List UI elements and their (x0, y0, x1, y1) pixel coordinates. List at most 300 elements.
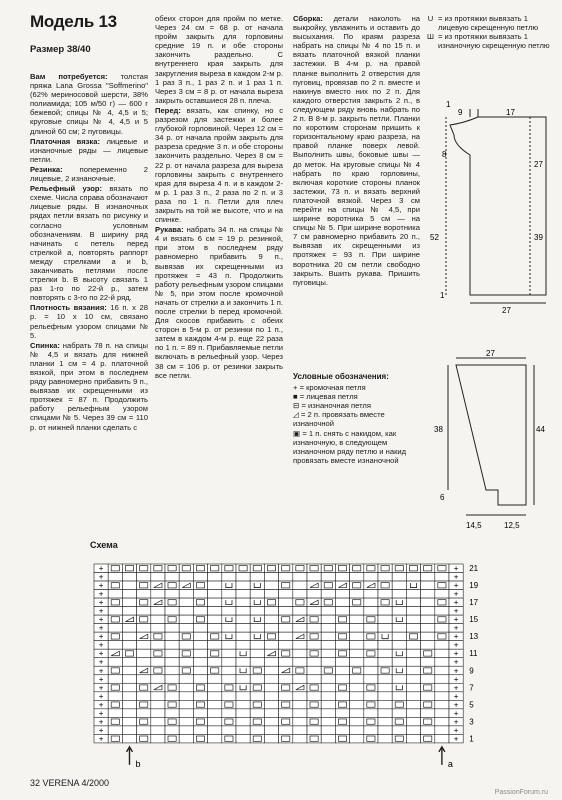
chart-cell (293, 658, 307, 667)
chart-cell (364, 692, 378, 701)
chart-cell (406, 709, 420, 718)
chart-cell (293, 692, 307, 701)
chart-cell (435, 675, 449, 684)
chart-cell (236, 641, 250, 650)
paragraph: Резинка: попеременно 2 лицевые, 2 изнаночные. (30, 164, 148, 184)
chart-cell (193, 692, 207, 701)
legend-title: Условные обозначения: (293, 372, 389, 381)
page-title: Модель 13 (30, 12, 117, 31)
chart-cell (350, 683, 364, 692)
chart-cell (122, 717, 136, 726)
chart-cell (350, 726, 364, 735)
chart-cell (165, 632, 179, 641)
chart-cell (335, 692, 349, 701)
chart-cell (108, 692, 122, 701)
stitch-chart (80, 560, 510, 769)
chart-cell (264, 590, 278, 599)
chart-cell (137, 649, 151, 658)
chart-cell (264, 675, 278, 684)
edge-stitch-symbol: + (98, 708, 104, 718)
chart-cell (335, 675, 349, 684)
chart-cell (250, 649, 264, 658)
chart-cell (406, 607, 420, 616)
chart-cell (108, 641, 122, 650)
chart-cell (137, 658, 151, 667)
arrow-label: a (447, 758, 453, 769)
edge-stitch-symbol: + (453, 691, 459, 701)
repeat-arrow (439, 747, 445, 765)
chart-cell (236, 632, 250, 641)
chart-cell (321, 649, 335, 658)
chart-cell (179, 658, 193, 667)
chart-cell (279, 692, 293, 701)
chart-cell (321, 700, 335, 709)
sleeve-outline (456, 365, 526, 505)
edge-stitch-symbol: + (453, 632, 459, 642)
paragraph: Спинка: набрать 78 п. на спицы № 4,5 и вязать для нижней планки 1 см = 4 р. платочной вязкой, при этом в последнем ряду равномерно прибавить 9 п., вывязав их скрещенными из протяжек = 87 п. Продолжить работу рельефным узором спицами № 5. Через 39 см = 110 р. от нижней планки сделать с (30, 340, 148, 432)
chart-cell (350, 649, 364, 658)
chart-cell (137, 675, 151, 684)
watermark: PassionForum.ru (494, 789, 548, 796)
chart-cell (350, 573, 364, 582)
chart-cell (293, 590, 307, 599)
size-heading: Размер 38/40 (30, 44, 91, 55)
edge-stitch-symbol: + (98, 615, 104, 625)
chart-cell (264, 573, 278, 582)
chart-cell (250, 726, 264, 735)
chart-cell (193, 607, 207, 616)
chart-cell (321, 658, 335, 667)
paragraph: Платочная вязка: лицевые и изнаночные ряды — лицевые петли. (30, 136, 148, 164)
chart-cell (321, 632, 335, 641)
chart-cell (193, 590, 207, 599)
chart-cell (250, 675, 264, 684)
chart-cell (321, 692, 335, 701)
chart-cell (392, 709, 406, 718)
chart-cell (350, 641, 364, 650)
body-outline (450, 117, 546, 295)
chart-cell (151, 615, 165, 624)
chart-cell (151, 717, 165, 726)
chart-cell (392, 658, 406, 667)
chart-cell (392, 675, 406, 684)
paragraph: Рукава: набрать 34 п. на спицы № 4 и вязать 6 см = 19 р. резинкой, при этом в последнем ряду равномерно прибавить 9 п., вывязав их скрещенными из протяжек = 43 п. Продолжить работу рельефным узором спицами № 5, при этом после кромочной начать от стрелки a и закончить 1 п. после стрелки b перед кромочной. Для скосов прибавить с обеих сторон в 5-м р. от резинки по 1 п., затем в каждом 4-м р. еще 22 раза по 1 п. = 89 п. Прибавляемые петли включать в рельефный узор. Через 38 см = 106 р. от резинки закрыть все петли. (155, 225, 283, 380)
dim-label: 6 (440, 493, 445, 502)
chart-cell (435, 726, 449, 735)
chart-cell (137, 641, 151, 650)
chart-cell (165, 624, 179, 633)
chart-cell (193, 675, 207, 684)
chart-cell (165, 666, 179, 675)
chart-cell (350, 607, 364, 616)
legend-item: ⊟ = изнаночная петля (293, 401, 371, 411)
chart-cell (321, 709, 335, 718)
chart-cell (236, 581, 250, 590)
chart-cell (108, 709, 122, 718)
chart-cell (236, 624, 250, 633)
chart-cell (392, 598, 406, 607)
chart-cell (122, 734, 136, 743)
chart-cell (335, 709, 349, 718)
legend-item: ■ = лицевая петля (293, 392, 358, 402)
chart-cell (321, 683, 335, 692)
chart-cell (122, 573, 136, 582)
chart-cell (406, 624, 420, 633)
edge-stitch-symbol: + (98, 657, 104, 667)
chart-cell (364, 666, 378, 675)
chart-cell (364, 658, 378, 667)
chart-cell (179, 607, 193, 616)
edge-stitch-symbol: + (453, 640, 459, 650)
chart-cell (236, 649, 250, 658)
chart-cell (137, 709, 151, 718)
chart-cell (335, 666, 349, 675)
dim-label: 8 (442, 150, 447, 159)
chart-cell (406, 658, 420, 667)
chart-cell (222, 692, 236, 701)
chart-cell (279, 573, 293, 582)
text-column-3 (293, 14, 420, 288)
edge-stitch-symbol: + (453, 606, 459, 616)
chart-cell (378, 590, 392, 599)
chart-cell (179, 641, 193, 650)
chart-cell (364, 598, 378, 607)
chart-cell (264, 581, 278, 590)
paragraph: Плотность вязания: 16 п. х 28 р. = 10 х 10 см, связано рельефным узором спицами № 5. (30, 303, 148, 340)
chart-cell (392, 683, 406, 692)
chart-cell (435, 700, 449, 709)
chart-cell (250, 641, 264, 650)
chart-cell (236, 658, 250, 667)
chart-cell (151, 624, 165, 633)
chart-cell (151, 641, 165, 650)
chart-cell (208, 658, 222, 667)
chart-cell (378, 717, 392, 726)
legend-item: ◿ = 2 п. провязать вместе изнаночной (293, 410, 385, 429)
text-column-2 (155, 14, 283, 381)
chart-cell (165, 649, 179, 658)
edge-stitch-symbol: + (98, 691, 104, 701)
chart-cell (108, 675, 122, 684)
edge-stitch-symbol: + (98, 700, 104, 710)
chart-cell (250, 692, 264, 701)
dim-label: 27 (534, 160, 543, 169)
chart-cell (151, 734, 165, 743)
chart-cell (222, 615, 236, 624)
dim-label: 52 (430, 233, 439, 242)
dim-label: 27 (486, 349, 495, 358)
edge-stitch-symbol: + (453, 725, 459, 735)
row-number: 9 (469, 666, 474, 676)
chart-cell (378, 641, 392, 650)
page-footer: 32 VERENA 4/2000 (30, 778, 110, 788)
chart-cell (165, 590, 179, 599)
chart-cell (151, 658, 165, 667)
row-number: 11 (469, 649, 478, 659)
chart-cell (108, 624, 122, 633)
chart-cell (236, 717, 250, 726)
chart-cell (208, 692, 222, 701)
chart-cell (335, 573, 349, 582)
edge-stitch-symbol: + (98, 581, 104, 591)
chart-cell (392, 726, 406, 735)
chart-cell (421, 632, 435, 641)
edge-stitch-symbol: + (453, 564, 459, 574)
chart-cell (122, 692, 136, 701)
chart-cell (307, 607, 321, 616)
chart-cell (151, 692, 165, 701)
chart-cell (208, 726, 222, 735)
chart-cell (435, 683, 449, 692)
chart-cell (279, 624, 293, 633)
chart-cell (293, 573, 307, 582)
chart-cell (264, 683, 278, 692)
chart-cell (279, 726, 293, 735)
chart-cell (264, 615, 278, 624)
chart-cell (378, 709, 392, 718)
chart-cell (321, 607, 335, 616)
chart-cell (264, 717, 278, 726)
chart-cell (208, 675, 222, 684)
chart-cell (151, 607, 165, 616)
edge-stitch-symbol: + (98, 589, 104, 599)
chart-cell (406, 649, 420, 658)
chart-cell (222, 675, 236, 684)
chart-cell (264, 666, 278, 675)
chart-cell (406, 581, 420, 590)
chart-cell (179, 615, 193, 624)
chart-cell (250, 709, 264, 718)
symbol-legend-top (426, 14, 554, 50)
chart-cell (193, 649, 207, 658)
chart-cell (236, 734, 250, 743)
row-number: 7 (469, 683, 474, 693)
chart-cell (137, 692, 151, 701)
chart-cell (179, 624, 193, 633)
chart-cell (378, 658, 392, 667)
chart-cell (335, 658, 349, 667)
chart-cell (364, 590, 378, 599)
chart-cell (264, 641, 278, 650)
dim-label: 17 (506, 108, 515, 117)
text-column-1 (30, 72, 148, 433)
arrow-label: b (135, 758, 141, 769)
chart-cell (236, 573, 250, 582)
chart-cell (250, 590, 264, 599)
schema-title: Схема (90, 540, 118, 550)
edge-stitch-symbol: + (98, 734, 104, 744)
chart-cell (236, 666, 250, 675)
chart-cell (236, 590, 250, 599)
chart-cell (208, 709, 222, 718)
chart-cell (151, 709, 165, 718)
chart-cell (335, 598, 349, 607)
dim-label: 1 (446, 100, 451, 109)
chart-cell (179, 590, 193, 599)
chart-cell (193, 641, 207, 650)
chart-cell (293, 700, 307, 709)
chart-cell (193, 573, 207, 582)
chart-cell (421, 675, 435, 684)
chart-cell (208, 607, 222, 616)
chart-cell (151, 590, 165, 599)
chart-cell (179, 700, 193, 709)
paragraph: Вам потребуется: толстая пряжа Lana Grossa "Soffmerino" (62% мериносовой шерсти, 38% полиамида; 105 м/50 г) — 600 г бежевой; спицы № 4, 4,5 и 5; круговые спицы № 4, 4,5 и 5 длиной 60 см; 2 пуговицы. (30, 72, 149, 136)
chart-cell (364, 709, 378, 718)
chart-cell (435, 717, 449, 726)
chart-cell (250, 632, 264, 641)
chart-cell (378, 632, 392, 641)
chart-cell (378, 700, 392, 709)
edge-stitch-symbol: + (98, 598, 104, 608)
dim-label: 9 (458, 108, 463, 117)
edge-stitch-symbol: + (98, 666, 104, 676)
chart-cell (406, 692, 420, 701)
row-number: 19 (469, 581, 479, 591)
chart-cell (293, 624, 307, 633)
paragraph: обеих сторон для пройм по метке. Через 24 см = 68 р. от начала пройм закрыть для горловины средние 19 п. и обе стороны закончить раздельно. С внутреннего края закрыть для закругления выреза в каждом 2-м р. 1 раз 3 п., 1 раз 2 п. и 1 раз 1 п. Через 3 см = 8 р. от начала выреза закрыть оставшиеся 28 п. плеча. (155, 14, 283, 105)
chart-cell (435, 607, 449, 616)
chart-cell (378, 675, 392, 684)
chart-cell (293, 717, 307, 726)
chart-cell (122, 598, 136, 607)
row-number: 1 (469, 734, 474, 744)
chart-cell (364, 641, 378, 650)
chart-cell (264, 607, 278, 616)
chart-cell (122, 658, 136, 667)
chart-cell (122, 590, 136, 599)
edge-stitch-symbol: + (98, 572, 104, 582)
chart-cell (378, 649, 392, 658)
chart-cell (222, 607, 236, 616)
chart-cell (222, 641, 236, 650)
chart-cell (236, 709, 250, 718)
chart-cell (406, 615, 420, 624)
chart-cell (208, 683, 222, 692)
chart-cell (293, 675, 307, 684)
chart-cell (293, 649, 307, 658)
chart-cell (122, 666, 136, 675)
chart-cell (250, 615, 264, 624)
chart-cell (378, 726, 392, 735)
chart-cell (179, 675, 193, 684)
chart-cell (364, 624, 378, 633)
chart-cell (364, 726, 378, 735)
chart-cell (222, 726, 236, 735)
edge-stitch-symbol: + (453, 572, 459, 582)
chart-cell (193, 726, 207, 735)
chart-cell (392, 581, 406, 590)
chart-cell (208, 624, 222, 633)
chart-cell (421, 590, 435, 599)
edge-stitch-symbol: + (453, 581, 459, 591)
chart-cell (421, 573, 435, 582)
chart-cell (406, 734, 420, 743)
edge-stitch-symbol: + (453, 598, 459, 608)
chart-cell (179, 598, 193, 607)
chart-cell (151, 573, 165, 582)
chart-cell (435, 624, 449, 633)
dim-label: 27 (502, 306, 511, 315)
chart-cell (307, 573, 321, 582)
chart-cell (421, 692, 435, 701)
chart-cell (321, 717, 335, 726)
chart-cell (222, 581, 236, 590)
chart-cell (350, 615, 364, 624)
edge-stitch-symbol: + (453, 623, 459, 633)
edge-stitch-symbol: + (453, 674, 459, 684)
chart-cell (122, 641, 136, 650)
chart-cell (335, 590, 349, 599)
chart-cell (321, 726, 335, 735)
chart-cell (208, 641, 222, 650)
edge-stitch-symbol: + (98, 606, 104, 616)
edge-stitch-symbol: + (453, 708, 459, 718)
chart-cell (250, 581, 264, 590)
chart-cell (435, 649, 449, 658)
edge-stitch-symbol: + (453, 649, 459, 659)
chart-cell (392, 590, 406, 599)
chart-cell (108, 726, 122, 735)
chart-cell (364, 675, 378, 684)
chart-cell (122, 726, 136, 735)
chart-cell (279, 675, 293, 684)
chart-cell (364, 607, 378, 616)
chart-cell (236, 615, 250, 624)
chart-cell (165, 573, 179, 582)
chart-cell (350, 632, 364, 641)
chart-cell (179, 717, 193, 726)
chart-cell (293, 607, 307, 616)
chart-cell (435, 658, 449, 667)
chart-cell (236, 683, 250, 692)
chart-cell (293, 581, 307, 590)
chart-cell (222, 649, 236, 658)
chart-cell (179, 726, 193, 735)
chart-cell (307, 666, 321, 675)
chart-cell (193, 709, 207, 718)
chart-cell (236, 675, 250, 684)
chart-cell (108, 658, 122, 667)
edge-stitch-symbol: + (453, 734, 459, 744)
chart-cell (108, 607, 122, 616)
chart-cell (122, 675, 136, 684)
dim-label: 44 (536, 425, 545, 434)
dim-label: 12,5 (504, 521, 520, 530)
dim-label: 14,5 (466, 521, 482, 530)
chart-cell (350, 692, 364, 701)
chart-cell (421, 624, 435, 633)
chart-cell (236, 598, 250, 607)
chart-cell (165, 675, 179, 684)
chart-cell (264, 624, 278, 633)
chart-cell (108, 573, 122, 582)
chart-cell (435, 692, 449, 701)
chart-cell (208, 573, 222, 582)
chart-cell (208, 590, 222, 599)
chart-cell (264, 726, 278, 735)
dim-label: 39 (534, 233, 543, 242)
chart-cell (208, 734, 222, 743)
chart-cell (151, 700, 165, 709)
chart-cell (208, 717, 222, 726)
chart-cell (122, 709, 136, 718)
chart-cell (250, 598, 264, 607)
chart-cell (137, 624, 151, 633)
chart-cell (165, 658, 179, 667)
chart-cell (165, 692, 179, 701)
chart-cell (264, 658, 278, 667)
